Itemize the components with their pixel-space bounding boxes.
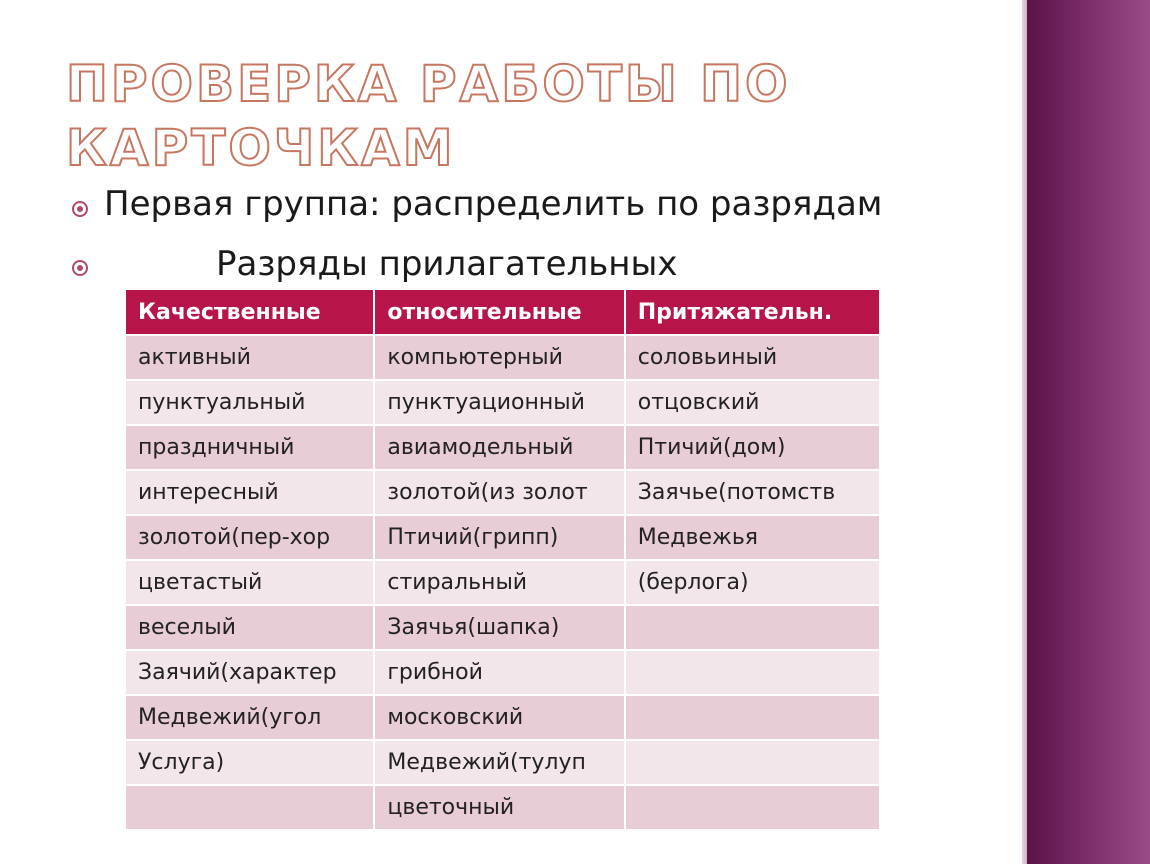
header-cell: относительные <box>375 290 625 336</box>
table-cell: праздничный <box>126 426 375 471</box>
table-row <box>126 336 881 381</box>
slide-title <box>66 52 966 180</box>
table-cell: отцовский <box>626 381 881 426</box>
table-cell: Птичий(грипп) <box>375 516 625 561</box>
table-cell: Заячий(характер <box>126 651 375 696</box>
table-cell: активный <box>126 336 375 381</box>
header-cell: Качественные <box>126 290 375 336</box>
table-cell: Заячья(шапка) <box>375 606 625 651</box>
table-cell: цветочный <box>375 786 625 831</box>
table-cell: золотой(пер-хор <box>126 516 375 561</box>
adjective-categories-table <box>126 290 881 831</box>
bullet-text: Разряды прилагательных <box>216 244 678 284</box>
title-line-1: ПРОВЕРКА РАБОТЫ ПО <box>66 55 791 113</box>
table-header-row <box>126 290 881 336</box>
table-cell: Птичий(дом) <box>626 426 881 471</box>
table-row <box>126 426 881 471</box>
title-line-2: КАРТОЧКАМ <box>66 119 456 177</box>
table-cell: интересный <box>126 471 375 516</box>
table-cell: авиамодельный <box>375 426 625 471</box>
table-cell: стиральный <box>375 561 625 606</box>
table-cell: грибной <box>375 651 625 696</box>
header-cell: Притяжательн. <box>626 290 881 336</box>
table-cell <box>626 741 881 786</box>
table-row <box>126 606 881 651</box>
table-cell <box>626 786 881 831</box>
table-cell: пунктуальный <box>126 381 375 426</box>
table-cell <box>626 606 881 651</box>
table-row <box>126 786 881 831</box>
table-cell: золотой(из золот <box>375 471 625 516</box>
table-cell: Медвежий(угол <box>126 696 375 741</box>
table-row <box>126 381 881 426</box>
table-row <box>126 696 881 741</box>
table-row <box>126 516 881 561</box>
table-cell <box>126 786 375 831</box>
table-cell: соловьиный <box>626 336 881 381</box>
decorative-sidebar <box>1027 0 1150 864</box>
table-cell: веселый <box>126 606 375 651</box>
table-cell: цветастый <box>126 561 375 606</box>
table-row <box>126 651 881 696</box>
table-cell: Услуга) <box>126 741 375 786</box>
table-cell: московский <box>375 696 625 741</box>
table-cell: Медвежья <box>626 516 881 561</box>
bullet-text: Первая группа: распределить по разрядам <box>104 184 883 224</box>
bullet-circle-icon <box>72 260 88 276</box>
bullet-circle-icon <box>72 201 88 217</box>
table-cell <box>626 696 881 741</box>
table-cell: (берлога) <box>626 561 881 606</box>
table-cell: Заячье(потомств <box>626 471 881 516</box>
table-row <box>126 471 881 516</box>
table-cell: Медвежий(тулуп <box>375 741 625 786</box>
table-cell: пунктуационный <box>375 381 625 426</box>
table-row <box>126 561 881 606</box>
table-cell: компьютерный <box>375 336 625 381</box>
table-cell <box>626 651 881 696</box>
table-row <box>126 741 881 786</box>
